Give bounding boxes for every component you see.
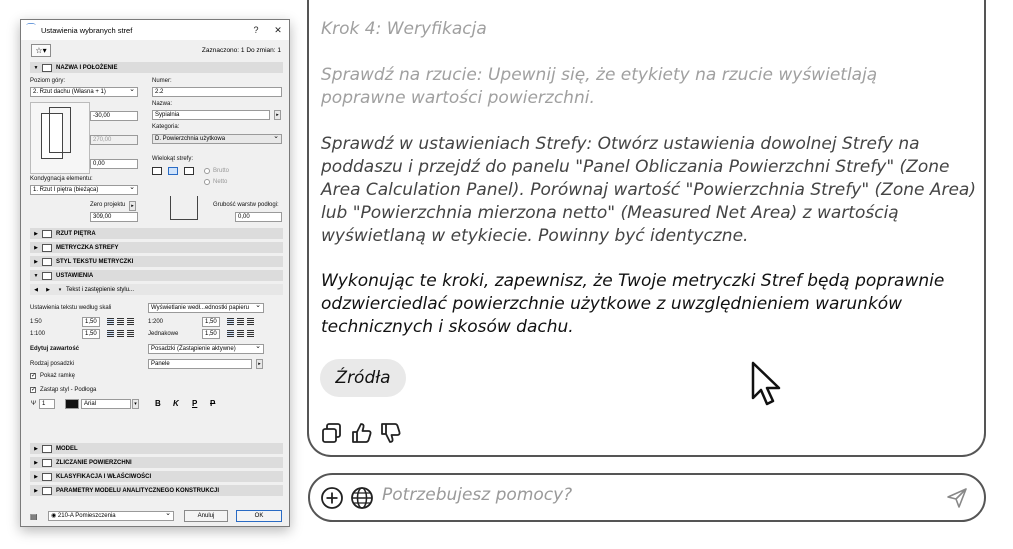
thumbs-up-icon[interactable] — [351, 422, 373, 444]
italic-button[interactable]: K — [173, 399, 179, 408]
show-frame-checkbox[interactable]: ✓ — [31, 373, 37, 379]
floor-type-field[interactable]: Panele — [148, 359, 252, 369]
section-settings[interactable] — [30, 270, 283, 281]
floor-type-label: Rodzaj posadzki — [30, 361, 75, 367]
text-size-field-2[interactable]: 1,50 — [202, 317, 220, 327]
globe-icon[interactable] — [350, 486, 374, 510]
scale-row1-label-2: 1:200 — [148, 319, 164, 325]
thumbs-down-icon[interactable] — [380, 422, 402, 444]
expand-arrow-icon: ▶ — [34, 473, 38, 480]
section-name-position[interactable] — [30, 62, 283, 73]
polygon-rectangle-icon[interactable] — [168, 167, 178, 175]
font-dropdown-button[interactable]: ▾ — [132, 399, 139, 409]
classification-icon — [42, 473, 52, 481]
align-center-icon[interactable] — [237, 318, 244, 325]
layers-icon: ▤ — [30, 512, 38, 521]
pen-field[interactable]: 1 — [39, 399, 55, 409]
scale-row1-label: 1:50 — [30, 319, 42, 325]
section-analytical-model[interactable] — [30, 485, 283, 496]
section-title: PARAMETRY MODELU ANALITYCZNEGO KONSTRUKCJI — [56, 487, 220, 494]
next-arrow-icon[interactable]: ▶ — [46, 286, 50, 293]
show-frame-label: Pokaż ramkę — [40, 373, 76, 379]
archicad-app-icon: ⌒ — [26, 24, 36, 35]
project-zero-button[interactable]: ▸ — [129, 201, 136, 211]
settings-tab-selector[interactable] — [30, 284, 283, 295]
section-name-icon — [42, 64, 52, 72]
floor-thickness-field[interactable]: 0,00 — [235, 212, 282, 222]
paragraph-summary: Wykonując te kroki, zapewnisz, że Twoje metryczki Stref będą poprawnie odzwierciedlać powierzchnie użytkowe z uwzględnieniem warunków technicznych i skosów dachu. — [321, 271, 945, 337]
top-level-label: Poziom góry: — [30, 78, 66, 84]
scale-select[interactable]: Wyświetlanie wedł...ednostki papieru ⌄ — [148, 303, 264, 313]
settings-tab-label: Tekst i zastępienie stylu... — [66, 286, 135, 293]
section-title: NAZWA I POŁOŻENIE — [56, 64, 118, 71]
section-zone-stamp[interactable] — [30, 242, 283, 253]
align-center-icon[interactable] — [237, 330, 244, 337]
section-title: KLASYFIKACJA I WŁAŚCIWOŚCI — [56, 473, 152, 480]
polygon-label: Wielokąt strefy: — [152, 156, 194, 162]
dropdown-arrow-icon[interactable]: ▾ — [58, 286, 62, 293]
layer-select[interactable] — [48, 511, 174, 521]
floor-type-button[interactable]: ▸ — [256, 359, 263, 369]
gross-label: Brutto — [213, 168, 230, 174]
pen-icon: Ψ — [31, 401, 37, 407]
category-label: Kategoria: — [152, 124, 180, 130]
number-field[interactable]: 2.2 — [152, 87, 282, 97]
number-label: Numer: — [152, 78, 172, 84]
edit-content-select[interactable]: Posadzki (Zastąpienie aktywne) ⌄ — [148, 344, 264, 354]
name-options-button[interactable]: ▸ — [274, 110, 281, 120]
strikethrough-button[interactable]: P — [210, 399, 216, 408]
net-radio[interactable] — [204, 179, 210, 185]
scale-label: Ustawienia tekstu według skali — [30, 305, 112, 311]
send-icon[interactable] — [946, 487, 968, 509]
project-zero-field[interactable]: 309,00 — [90, 212, 138, 222]
align-left-icon[interactable] — [227, 330, 234, 337]
chat-input-placeholder: Potrzebujesz pomocy? — [382, 485, 573, 505]
section-model[interactable] — [30, 443, 283, 454]
section-title: ZLICZANIE POWIERZCHNI — [56, 459, 132, 466]
edit-content-label: Edytuj zawartość — [30, 346, 80, 352]
expand-arrow-icon: ▶ — [34, 445, 38, 452]
floor-shape — [170, 196, 198, 220]
floor-thickness-diagram — [166, 194, 206, 224]
paragraph-settings-check: Sprawdź w ustawieniach Strefy: Otwórz ustawienia dowolnej Strefy na poddaszu i przejdź do panelu "Panel Obliczania Powierzchni Strefy" (Zone Area Calculation Panel). Porównaj wartość "Powierzchnia Strefy" (Zone Area) lub "Powierzchnia mierzona netto" (Measured Net Area) z wartością wyświetlaną w etykiecie. Powinny być identyczne. — [321, 134, 976, 246]
collapse-arrow-icon: ▼ — [33, 272, 39, 279]
section-title: METRYCZKA STREFY — [56, 244, 119, 251]
model-icon — [42, 445, 52, 453]
text-size-field-3[interactable]: 1,50 — [82, 329, 100, 339]
override-style-checkbox[interactable]: ✓ — [31, 387, 37, 393]
override-style-label: Zastąp styl - Podłoga — [40, 387, 97, 393]
floor-thickness-label: Grubość warstw podłogi: — [213, 202, 279, 208]
dialog-toolbar — [21, 41, 289, 59]
text-size-field-1[interactable]: 1,50 — [82, 317, 100, 327]
gross-radio[interactable] — [204, 168, 210, 174]
net-label: Netto — [213, 179, 228, 185]
copy-icon[interactable] — [321, 422, 343, 444]
zone-height-diagram — [30, 102, 90, 174]
home-story-label: Kondygnacja elementu: — [30, 176, 93, 182]
eye-icon: ◉ — [51, 513, 58, 519]
mouse-pointer-icon — [749, 360, 783, 408]
scale-row2-label: 1:100 — [30, 331, 46, 337]
section-title: STYL TEKSTU METRYCZKI — [56, 258, 134, 265]
help-button[interactable]: ? — [253, 25, 259, 35]
analytical-icon — [42, 487, 52, 495]
expand-arrow-icon: ▶ — [34, 459, 38, 466]
bottom-offset-field[interactable]: 0,00 — [90, 159, 138, 169]
name-field[interactable]: Sypialnia — [152, 110, 270, 120]
height-field[interactable]: 270,00 — [90, 135, 138, 145]
close-button[interactable]: ✕ — [274, 24, 282, 35]
step-title: Krok 4: Weryfikacja — [321, 19, 487, 39]
prev-arrow-icon[interactable]: ◀ — [34, 286, 38, 293]
bold-button[interactable]: B — [155, 399, 161, 408]
cancel-button[interactable]: Anuluj — [184, 510, 228, 522]
align-left-icon[interactable] — [227, 318, 234, 325]
area-calc-icon — [42, 459, 52, 467]
ok-button[interactable]: OK — [236, 510, 282, 522]
align-left-icon[interactable] — [107, 330, 114, 337]
dialog-titlebar — [21, 20, 289, 40]
section-floor-plan[interactable] — [30, 228, 283, 239]
selection-info: Zaznaczono: 1 Do zmian: 1 — [201, 46, 281, 54]
expand-arrow-icon: ▶ — [34, 230, 38, 237]
section-stamp-text-style[interactable] — [30, 256, 283, 267]
align-right-icon[interactable] — [247, 330, 254, 337]
add-icon[interactable] — [320, 486, 344, 510]
pen-color-swatch[interactable] — [65, 399, 79, 409]
polygon-auto-icon[interactable] — [184, 167, 194, 175]
section-title: RZUT PIĘTRA — [56, 230, 96, 237]
polygon-manual-icon[interactable] — [152, 167, 162, 175]
paragraph-plan-check: Sprawdź na rzucie: Upewnij się, że etykiety na rzucie wyświetlają poprawne wartości powierzchni. — [321, 65, 878, 108]
expand-arrow-icon: ▶ — [34, 487, 38, 494]
align-right-icon[interactable] — [127, 318, 134, 325]
font-field[interactable]: Arial — [81, 399, 131, 409]
zone-settings-dialog — [20, 19, 290, 527]
align-center-icon[interactable] — [117, 318, 124, 325]
top-offset-field[interactable]: -30,00 — [90, 111, 138, 121]
name-label: Nazwa: — [152, 101, 173, 107]
collapse-arrow-icon: ▼ — [33, 64, 39, 71]
zone-stamp-icon — [42, 244, 52, 252]
scale-row2-label-2: Jednakowe — [148, 331, 179, 337]
underline-button[interactable]: P — [192, 399, 198, 408]
text-size-field-4[interactable]: 1,50 — [202, 329, 220, 339]
section-title: MODEL — [56, 445, 78, 452]
settings-icon — [42, 272, 52, 280]
section-area-calculation[interactable] — [30, 457, 283, 468]
align-right-icon[interactable] — [247, 318, 254, 325]
favorites-star-icon[interactable]: ☆▾ — [31, 44, 51, 57]
home-story-select[interactable]: 1. Rzut I piętra (bieżąca) ⌄ — [30, 185, 138, 195]
expand-arrow-icon: ▶ — [34, 244, 38, 251]
category-select[interactable]: D. Powierzchnia użytkowa ⌄ — [152, 134, 282, 144]
expand-arrow-icon: ▶ — [34, 258, 38, 265]
align-right-icon[interactable] — [127, 330, 134, 337]
section-title: USTAWIENIA — [56, 272, 94, 279]
project-zero-label: Zero projektu — [90, 202, 126, 208]
top-level-select[interactable]: 2. Rzut dachu (Własna + 1) ⌄ — [30, 87, 138, 97]
text-style-icon — [42, 258, 52, 266]
section-classification[interactable] — [30, 471, 283, 482]
align-center-icon[interactable] — [117, 330, 124, 337]
align-left-icon[interactable] — [107, 318, 114, 325]
layer-name: 210-A Pomieszczenia — [57, 513, 116, 519]
sources-button[interactable]: Źródła — [320, 359, 406, 397]
dialog-title: Ustawienia wybranych stref — [41, 25, 133, 35]
zone-box-back-shape — [49, 107, 71, 153]
floor-plan-icon — [42, 230, 52, 238]
